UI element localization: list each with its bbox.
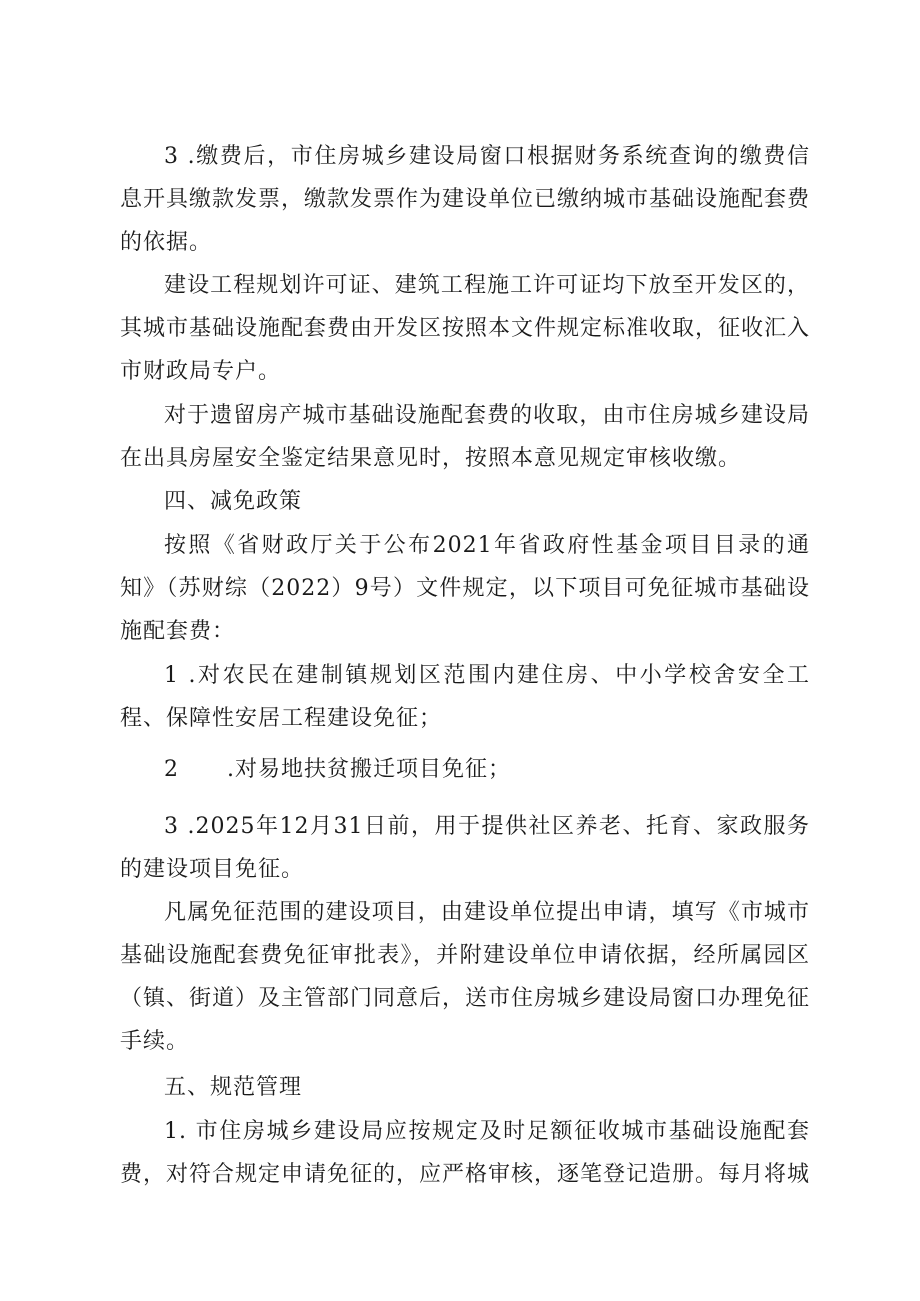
list-item-exemption-1: 1 .对农民在建制镇规划区范围内建住房、中小学校舍安全工程、保障性安居工程建设免征； [120, 663, 810, 731]
paragraph-exemption-procedure: 凡属免征范围的建设项目，由建设单位提出申请，填写《市城市基础设施配套费免征审批表》，并附建设单位申请依据，经所属园区（镇、街道）及主管部门同意后，送市住房城乡建设局窗口办理免征手续。 [120, 900, 811, 1054]
list-item-exemption-2: 2 .对易地扶贫搬迁项目免征； [164, 757, 511, 782]
paragraph-legacy-property: 对于遗留房产城市基础设施配套费的收取，由市住房城乡建设局在出具房屋安全鉴定结果意见时，按照本意见规定审核收缴。 [120, 403, 810, 471]
paragraph-exemption-basis: 按照《省财政厅关于公布2021年省政府性基金项目目录的通知》（苏财综（2022）9号）文件规定，以下项目可免征城市基础设施配套费： [120, 533, 810, 644]
section-heading-management: 五、规范管理 [164, 1075, 303, 1100]
section-heading-exemption: 四、减免政策 [164, 489, 303, 514]
list-item-exemption-3: 3 .2025年12月31日前，用于提供社区养老、托育、家政服务的建设项目免征。 [120, 814, 810, 882]
paragraph-payment-invoice: 3 .缴费后，市住房城乡建设局窗口根据财务系统查询的缴费信息开具缴款发票，缴款发票作为建设单位已缴纳城市基础设施配套费的依据。 [120, 144, 811, 255]
paragraph-development-zone: 建设工程规划许可证、建筑工程施工许可证均下放至开发区的，其城市基础设施配套费由开发区按照本文件规定标准收取，征收汇入市财政局专户。 [120, 273, 811, 384]
paragraph-management-1: 1. 市住房城乡建设局应按规定及时足额征收城市基础设施配套费，对符合规定申请免征的，应严格审核，逐笔登记造册。每月将城 [120, 1119, 811, 1187]
